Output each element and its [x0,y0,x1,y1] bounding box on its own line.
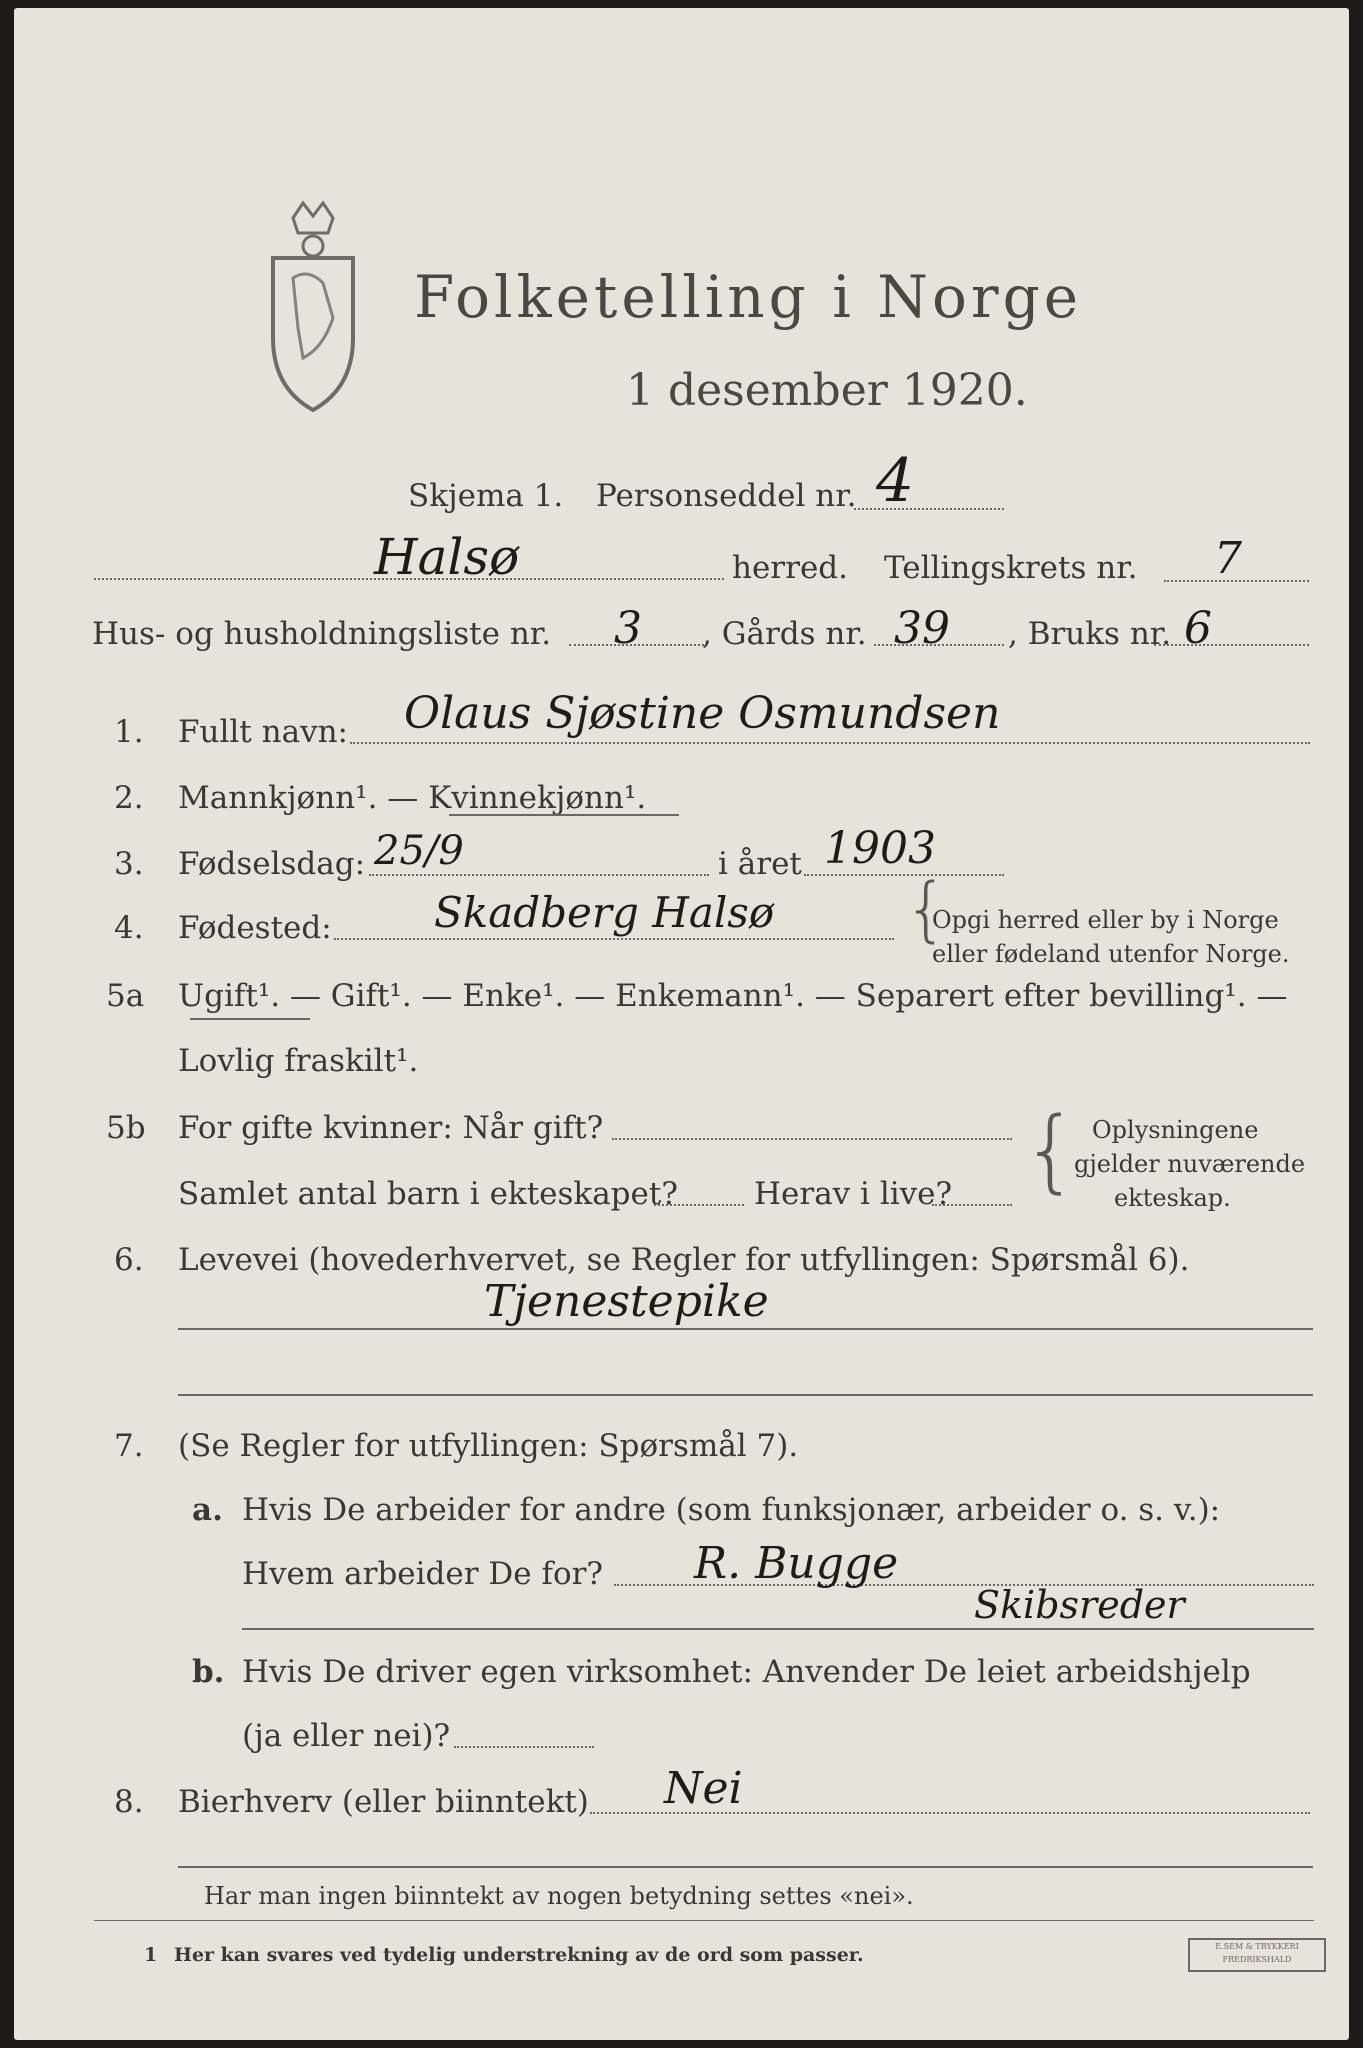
q4-note-line1: Opgi herred eller by i Norge [932,906,1279,934]
q5a-options[interactable]: Ugift¹. — Gift¹. — Enke¹. — Enkemann¹. — Separert efter bevilling¹. — [178,978,1288,1014]
q5b-alive-label: Herav i live? [754,1176,953,1212]
q3-day-line [369,874,709,876]
q3-year-value[interactable]: 1903 [824,823,936,874]
q4-note-line2: eller fødeland utenfor Norge. [932,940,1290,968]
municipality-value[interactable]: Halsø [374,528,520,586]
q1-number: 1. [114,714,144,750]
person-slip-label: Personseddel nr. [596,478,857,514]
q5b-note-2: gjelder nuværende [1074,1150,1306,1178]
q6-line-1 [178,1328,1313,1330]
q3-label: Fødselsdag: [178,846,366,882]
household-label: Hus- og husholdningsliste nr. [92,616,552,652]
printer-stamp: E.SEM & TRYKKERI FREDRIKSHALD [1188,1938,1326,1972]
norwegian-coat-of-arms-icon [253,198,373,418]
municipality-label: herred. [732,550,848,586]
q7a-label: Hvis De arbeider for andre (som funksjonær, arbeider o. s. v.): [242,1492,1221,1528]
q3-number: 3. [114,846,144,882]
q4-line [334,938,894,940]
footnote-number: 1 [144,1944,158,1966]
q8-label: Bierhverv (eller biinntekt) [178,1784,589,1820]
q7a-employer-label: Hvem arbeider De for? [242,1556,604,1592]
q7a-number: a. [192,1492,223,1528]
person-slip-value[interactable]: 4 [876,446,915,516]
q7b-line [454,1746,594,1748]
q1-line [350,742,1310,744]
q7b-label-2: (ja eller nei)? [242,1718,451,1754]
q8-line-2 [178,1866,1313,1868]
footnote-text: Her kan svares ved tydelig understrekning av de ord som passer. [174,1944,864,1966]
q8-number: 8. [114,1784,144,1820]
q3-year-label: i året [718,846,802,882]
district-label: Tellingskrets nr. [884,550,1138,586]
q6-value[interactable]: Tjenestepike [484,1276,769,1327]
q5b-label: For gifte kvinner: Når gift? [178,1110,604,1146]
q5b-brace: { [1022,1098,1080,1203]
farm-value[interactable]: 39 [894,603,950,654]
q5b-alive-line [932,1204,1012,1206]
footer-divider [94,1920,1314,1921]
q2-options[interactable]: Mannkjønn¹. — Kvinnekjønn¹. [178,780,647,816]
q4-brace: { [904,868,949,950]
q6-line-2 [178,1394,1313,1396]
q5a-underline [190,1018,310,1020]
q3-day-value[interactable]: 25/9 [374,828,464,874]
q2-number: 2. [114,780,144,816]
q7-number: 7. [114,1428,144,1464]
q4-number: 4. [114,910,144,946]
household-value[interactable]: 3 [614,603,642,654]
q2-underline [449,814,679,816]
q7b-label: Hvis De driver egen virksomhet: Anvender De leiet arbeidshjelp [242,1654,1251,1690]
q4-label: Fødested: [178,910,332,946]
farm-label: , Gårds nr. [702,616,867,652]
q5b-note-3: ekteskap. [1114,1184,1231,1212]
q7b-number: b. [192,1654,225,1690]
q7a-line-2 [242,1628,1314,1630]
q5a-options-2[interactable]: Lovlig fraskilt¹. [178,1043,419,1079]
schema-label: Skjema 1. [408,478,564,514]
q7a-employer-title[interactable]: Skibsreder [974,1583,1185,1627]
q7-label: (Se Regler for utfyllingen: Spørsmål 7). [178,1428,799,1464]
q5a-number: 5a [106,978,145,1014]
q8-note: Har man ingen biinntekt av nogen betydning settes «nei». [204,1882,914,1910]
q5b-children-line [654,1204,744,1206]
q8-value[interactable]: Nei [664,1763,743,1814]
q1-value[interactable]: Olaus Sjøstine Osmundsen [404,688,1001,739]
q1-label: Fullt navn: [178,714,348,750]
holding-value[interactable]: 6 [1184,603,1212,654]
q5b-children-label: Samlet antal barn i ekteskapet? [178,1176,678,1212]
form-title: Folketelling i Norge [414,263,1083,331]
holding-line [1154,644,1309,646]
q5b-note-1: Oplysningene [1092,1116,1259,1144]
census-date: 1 desember 1920. [626,365,1028,416]
q6-number: 6. [114,1242,144,1278]
q4-value[interactable]: Skadberg Halsø [434,888,775,937]
q6-label: Levevei (hovederhvervet, se Regler for utfyllingen: Spørsmål 6). [178,1242,1190,1278]
holding-label: , Bruks nr. [1008,616,1172,652]
q5b-number: 5b [106,1110,146,1146]
district-value[interactable]: 7 [1214,533,1242,584]
census-form [14,8,1349,2040]
q5b-married-line [612,1138,1012,1140]
q7a-employer-value[interactable]: R. Bugge [694,1538,899,1589]
